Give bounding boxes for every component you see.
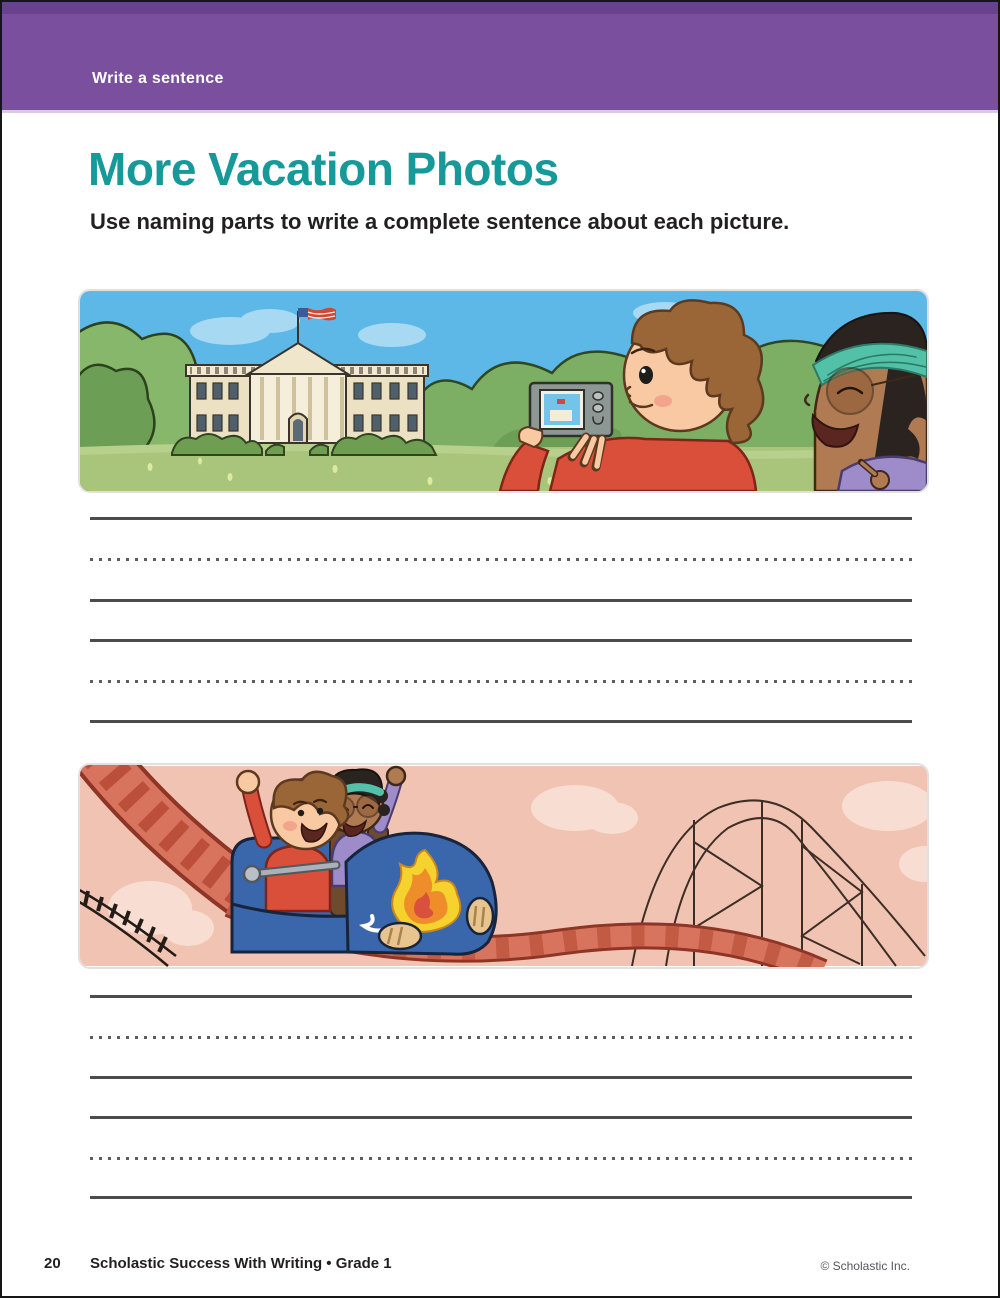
writing-line-solid <box>90 1076 912 1079</box>
writing-line-solid <box>90 720 912 723</box>
header-band <box>2 2 998 110</box>
writing-line-solid <box>90 517 912 520</box>
book-title: Scholastic Success With Writing • Grade 1 <box>90 1255 392 1272</box>
copyright-notice: © Scholastic Inc. <box>820 1259 910 1273</box>
writing-line-solid <box>90 1196 912 1199</box>
instructions-text: Use naming parts to write a complete sentence about each picture. <box>90 209 790 234</box>
page-title: More Vacation Photos <box>88 143 559 195</box>
writing-line-dashed <box>90 680 912 683</box>
writing-line-dashed <box>90 1036 912 1039</box>
writing-line-solid <box>90 639 912 642</box>
header-band-top-stripe <box>2 2 998 14</box>
writing-line-dashed <box>90 1157 912 1160</box>
lesson-skill-label: Write a sentence <box>92 70 224 87</box>
page-number: 20 <box>44 1255 61 1272</box>
writing-line-solid <box>90 1116 912 1119</box>
roller-coaster-illustration <box>80 765 927 967</box>
white-house-illustration <box>80 291 927 491</box>
writing-line-dashed <box>90 558 912 561</box>
header-band-bottom-edge <box>2 110 998 113</box>
writing-line-solid <box>90 599 912 602</box>
writing-line-solid <box>90 995 912 998</box>
